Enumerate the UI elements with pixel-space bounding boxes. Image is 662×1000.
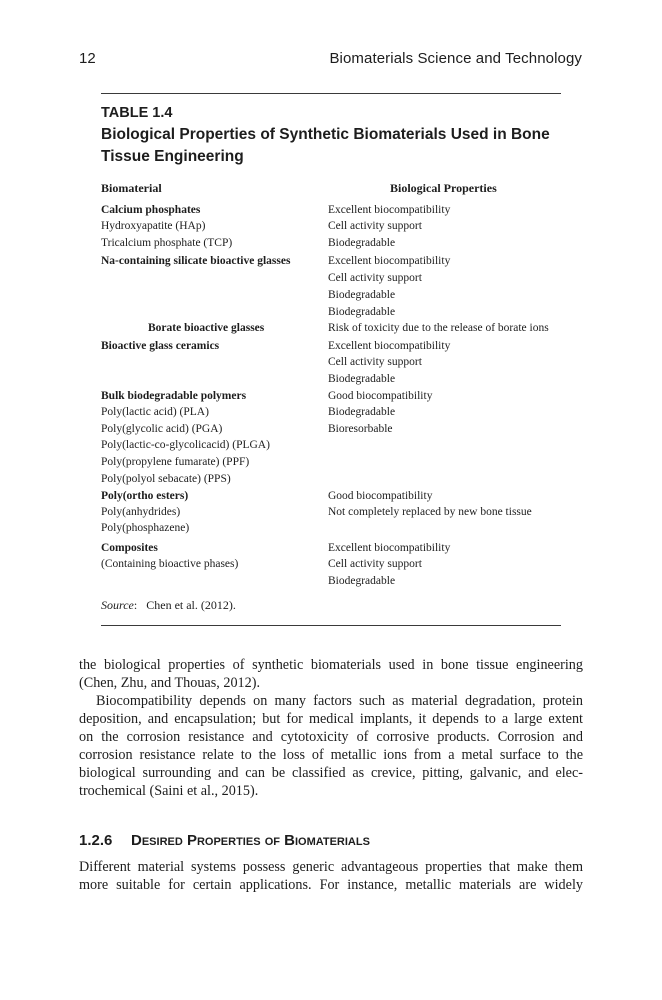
source-label: Source [101,598,134,612]
table-cell-properties: Cell activity support [328,272,422,284]
table-cell-properties: Good biocompatibility [328,490,433,502]
table-caption: Biological Properties of Synthetic Biomaterials Used in Bone Tissue Engineering [101,126,550,165]
text-line: (Chen, Zhu, and Thouas, 2012). [79,675,260,691]
table-cell-biomaterial: Poly(glycolic acid) (PGA) [101,423,223,435]
table-cell-properties: Excellent biocompatibility [328,255,451,267]
table-cell-biomaterial: Poly(lactic acid) (PLA) [101,406,209,418]
table-cell-properties: Cell activity support [328,558,422,570]
table-cell-properties: Excellent biocompatibility [328,340,451,352]
table-cell-properties: Biodegradable [328,575,396,587]
table-cell-biomaterial: Borate bioactive glasses [148,322,265,334]
table-top-rule [101,93,561,94]
table-cell-biomaterial: Poly(propylene fumarate) (PPF) [101,456,250,468]
table-cell-properties: Biodegradable [328,306,396,318]
text-line: Biocompatibility depends on many factors such as material degradation, protein [96,693,583,709]
table-cell-biomaterial: Poly(ortho esters) [101,490,189,502]
text-line: trochemical (Saini et al., 2015). [79,783,259,799]
table-cell-biomaterial: Bioactive glass ceramics [101,340,220,352]
section-number: 1.2.6 [79,832,113,849]
text-line: corrosion resistance relate to the loss of metallic ions from a metal surface to the [79,747,583,763]
text-line: deposition, and encapsulation; but for medical implants, it depends to a large extent [79,711,583,727]
table-cell-properties: Good biocompatibility [328,390,433,402]
paragraph-2 [79,692,583,800]
table-cell-properties: Biodegradable [328,373,396,385]
table-cell-properties: Biodegradable [328,289,396,301]
table-cell-properties: Not completely replaced by new bone tissue [328,506,532,518]
table-bottom-rule [101,625,561,626]
table-cell-biomaterial: Poly(anhydrides) [101,506,181,518]
table-cell-properties: Cell activity support [328,356,422,368]
source-text: Chen et al. (2012). [146,598,236,612]
column-header-biological-properties: Biological Properties [390,181,497,195]
table-cell-biomaterial: Calcium phosphates [101,204,201,216]
text-line: the biological properties of synthetic biomaterials used in bone tissue engineering [79,657,583,673]
text-line: biological surrounding and can be classified as crevice, pitting, galvanic, and elec- [79,765,583,781]
table-cell-biomaterial: Poly(phosphazene) [101,522,190,534]
page-number: 12 [79,50,96,67]
section-title: Desired Properties of Biomaterials [131,832,370,849]
text-line: Different material systems possess generic advantageous properties that make them [79,859,583,875]
table-cell-biomaterial: Poly(lactic-co-glycolicacid) (PLGA) [101,439,270,451]
table-cell-biomaterial: Poly(polyol sebacate) (PPS) [101,473,231,485]
table-cell-properties: Excellent biocompatibility [328,542,451,554]
table-cell-properties: Biodegradable [328,406,396,418]
table-cell-biomaterial: Tricalcium phosphate (TCP) [101,237,233,249]
table-cell-properties: Risk of toxicity due to the release of borate ions [328,322,549,334]
table-cell-biomaterial: Bulk biodegradable polymers [101,390,247,402]
text-line: on the corrosion resistance and cytotoxicity of corrosive products. Corrosion and [79,729,583,745]
table-cell-properties: Cell activity support [328,220,422,232]
table-source: Source: Chen et al. (2012). [101,598,236,612]
running-title: Biomaterials Science and Technology [329,50,582,67]
table-cell-properties: Biodegradable [328,237,396,249]
paragraph-1 [79,656,583,692]
table-cell-biomaterial: Composites [101,542,158,554]
table-cell-biomaterial: Hydroxyapatite (HAp) [101,220,206,232]
table-cell-biomaterial: Na-containing silicate bioactive glasses [101,255,291,267]
table-cell-properties: Excellent biocompatibility [328,204,451,216]
text-line: more suitable for certain applications. For instance, metallic materials are widely [79,877,583,893]
column-header-biomaterial: Biomaterial [101,181,162,195]
section-heading [79,832,370,849]
table-cell-biomaterial: (Containing bioactive phases) [101,558,239,570]
table-label: TABLE 1.4 [101,105,173,121]
table-cell-properties: Bioresorbable [328,423,393,435]
paragraph-3 [79,858,583,894]
